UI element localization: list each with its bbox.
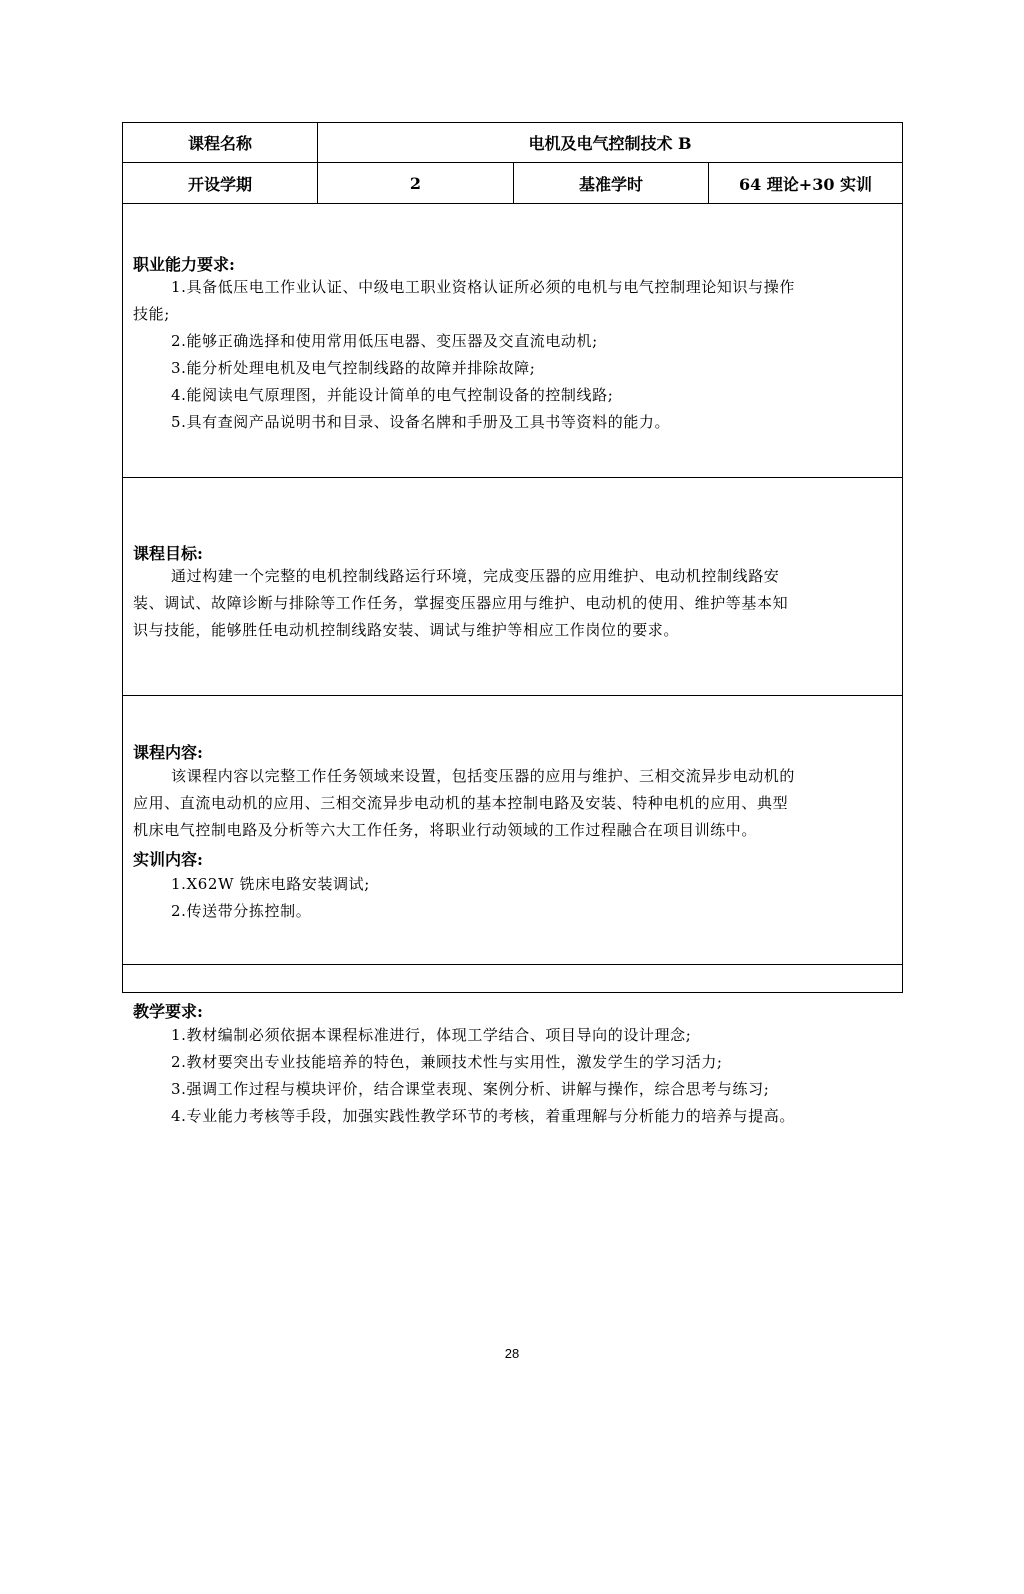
goal-heading: 课程目标: [133,544,203,563]
teaching-line: 3.强调工作过程与模块评价，结合课堂表现、案例分析、讲解与操作，综合思考与练习; [171,1080,770,1098]
training-heading: 实训内容: [133,850,203,869]
training-line: 2.传送带分拣控制。 [171,902,312,920]
semester-value: 2 [317,163,513,203]
semester-row [123,163,902,204]
teaching-line: 2.教材要突出专业技能培养的特色，兼顾技术性与实用性，激发学生的学习活力; [171,1053,723,1071]
content-line: 机床电气控制电路及分析等六大工作任务，将职业行动领域的工作过程融合在项目训练中。 [133,821,758,839]
content-section [123,696,902,965]
content-heading: 课程内容: [133,743,203,762]
content-line: 该课程内容以完整工作任务领域来设置，包括变压器的应用与维护、三相交流异步电动机的 [171,767,796,785]
hours-label: 基准学时 [513,163,708,203]
ability-line: 5.具有查阅产品说明书和目录、设备名牌和手册及工具书等资料的能力。 [171,413,671,431]
ability-line: 4.能阅读电气原理图，并能设计简单的电气控制设备的控制线路; [171,386,614,404]
ability-line: 2.能够正确选择和使用常用低压电器、变压器及交直流电动机; [171,332,598,350]
teaching-heading: 教学要求: [133,1002,203,1021]
teaching-section [123,965,902,1594]
ability-line: 1.具备低压电工作业认证、中级电工职业资格认证所必须的电机与电气控制理论知识与操作 [171,278,795,296]
hours-value: 64 理论+30 实训 [708,163,902,203]
ability-line: 3.能分析处理电机及电气控制线路的故障并排除故障; [171,359,536,377]
goal-line: 通过构建一个完整的电机控制线路运行环境，完成变压器的应用维护、电动机控制线路安 [171,567,780,585]
goal-section [123,478,902,696]
ability-heading: 职业能力要求: [133,255,235,274]
goal-line: 识与技能，能够胜任电动机控制线路安装、调试与维护等相应工作岗位的要求。 [133,621,680,639]
course-name-row [123,123,902,163]
course-name-value: 电机及电气控制技术 B [317,123,902,162]
training-line: 1.X62W 铣床电路安装调试; [171,875,370,893]
course-name-label: 课程名称 [187,134,252,153]
semester-label: 开设学期 [187,174,252,194]
ability-section [123,204,902,478]
course-standard-table [122,122,903,1125]
ability-line: 技能; [133,305,170,323]
teaching-line: 4.专业能力考核等手段，加强实践性教学环节的考核，着重理解与分析能力的培养与提高。 [171,1107,795,1125]
goal-line: 装、调试、故障诊断与排除等工作任务，掌握变压器应用与维护、电动机的使用、维护等基本知 [133,594,789,612]
content-line: 应用、直流电动机的应用、三相交流异步电动机的基本控制电路及安装、特种电机的应用、典型 [133,794,789,812]
teaching-line: 1.教材编制必须依据本课程标准进行，体现工学结合、项目导向的设计理念; [171,1026,692,1044]
page-number: 28 [504,1346,520,1361]
